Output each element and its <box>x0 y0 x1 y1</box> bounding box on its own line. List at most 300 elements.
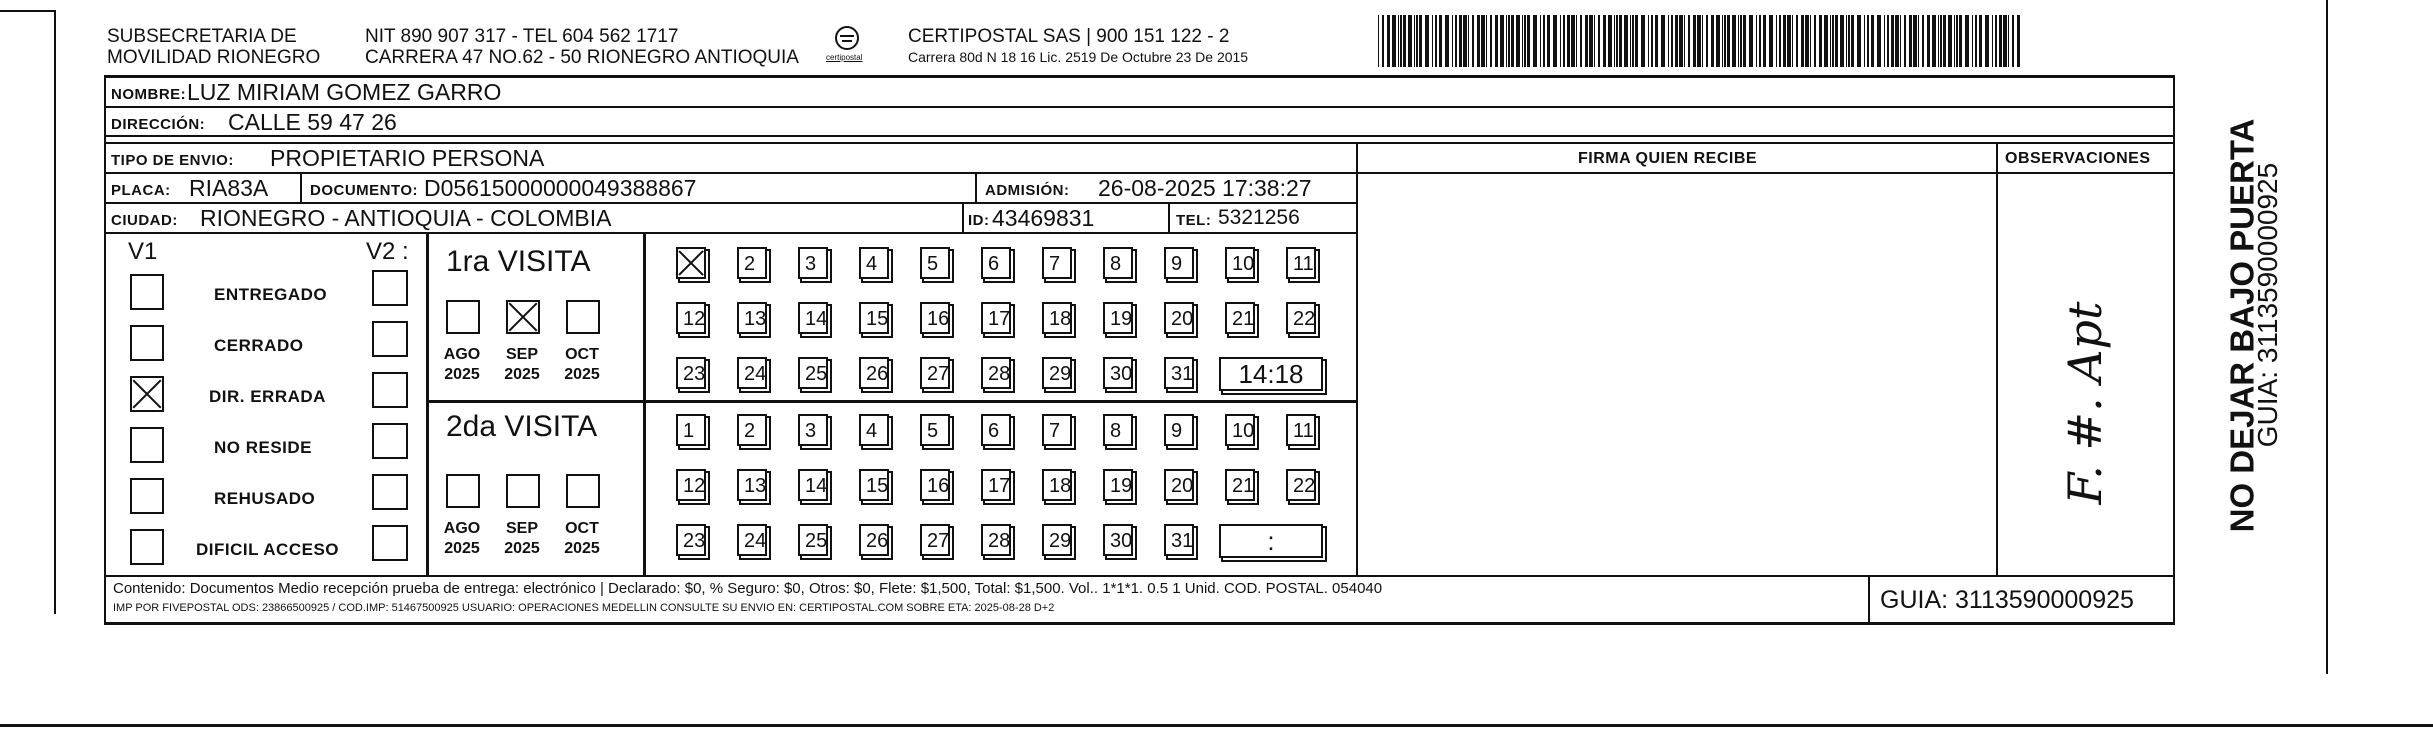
barcode-bar <box>1472 15 1474 67</box>
day-box[interactable]: 23 <box>676 524 706 556</box>
barcode-bar <box>1543 15 1545 67</box>
barcode-bar <box>1563 15 1565 67</box>
day-box[interactable]: 6 <box>981 414 1011 446</box>
barcode-bar <box>1940 15 1942 67</box>
barcode-bar <box>1679 15 1683 67</box>
barcode-bar <box>1668 15 1669 67</box>
barcode-bar <box>1848 15 1850 67</box>
month-year: 2025 <box>564 540 600 557</box>
nombre-label: NOMBRE: <box>111 86 187 103</box>
barcode-bar <box>1688 15 1690 67</box>
barcode-bar <box>1655 15 1658 67</box>
v1-checkbox[interactable] <box>130 274 164 310</box>
day-box[interactable]: 2 <box>737 414 767 446</box>
barcode-bar <box>1948 15 1952 67</box>
address-line: CARRERA 47 NO.62 - 50 RIONEGRO ANTIOQUIA <box>365 47 799 68</box>
barcode-bar <box>1801 15 1804 67</box>
v2-checkbox[interactable] <box>372 423 408 459</box>
month-checkbox[interactable] <box>506 474 540 508</box>
barcode-bar <box>1522 15 1523 67</box>
barcode-bar <box>1857 15 1861 67</box>
barcode-bar <box>1819 15 1822 67</box>
barcode-bar <box>1392 15 1396 67</box>
v1-checkbox[interactable] <box>130 376 164 412</box>
barcode-bar <box>1909 15 1912 67</box>
barcode-bar <box>1835 15 1838 67</box>
barcode-bar <box>1913 15 1917 67</box>
barcode-bar <box>1895 15 1899 67</box>
barcode-bar <box>1445 15 1449 67</box>
tel-label: TEL: <box>1176 212 1212 229</box>
barcode-bar <box>1740 15 1742 67</box>
firma-header: FIRMA QUIEN RECIBE <box>1578 150 1758 167</box>
barcode-bar <box>1716 15 1720 67</box>
nit-line: NIT 890 907 317 - TEL 604 562 1717 <box>365 26 679 47</box>
day-box[interactable] <box>676 247 706 279</box>
day-box[interactable]: 28 <box>981 357 1011 389</box>
status-label: REHUSADO <box>214 489 316 508</box>
footer-guia: GUIA: 3113590000925 <box>1880 586 2134 614</box>
barcode-bar <box>1378 15 1379 67</box>
v2-label: V2 : <box>366 238 409 265</box>
footer-imp: IMP POR FIVEPOSTAL ODS: 23866500925 / COD.IMP: 51467500925 USUARIO: OPERACIONES MEDELLIN CONSULTE SU ENVIO EN: CERTIPOSTAL.COM SOBRE ETA: 2025-08-28 D+2 <box>113 602 1055 614</box>
left-edge-line <box>54 10 56 614</box>
barcode-bar <box>1864 15 1865 67</box>
barcode-bar <box>1846 15 1847 67</box>
barcode-bar <box>1779 15 1781 67</box>
row-line-6 <box>104 232 1358 234</box>
barcode-bar <box>1511 15 1514 67</box>
barcode-bar <box>1972 15 1973 67</box>
month-label: SEP <box>505 520 538 537</box>
day-box[interactable]: 16 <box>920 302 950 334</box>
v1-label: V1 <box>128 238 158 265</box>
day-box[interactable]: 11 <box>1286 414 1316 446</box>
form-left-border <box>104 75 106 624</box>
v1-checkbox[interactable] <box>130 529 164 565</box>
barcode-bar <box>1792 15 1793 67</box>
barcode-bar <box>1641 15 1645 67</box>
day-box[interactable]: 12 <box>676 469 706 501</box>
barcode-bar <box>1477 15 1480 67</box>
top-left-corner-line <box>0 10 54 12</box>
month-checkbox[interactable] <box>566 474 600 508</box>
barcode-bar <box>1693 15 1696 67</box>
tel-value: 5321256 <box>1218 206 1300 229</box>
placa-divider <box>300 172 302 202</box>
day-box[interactable]: 14 <box>798 302 828 334</box>
day-box[interactable]: 16 <box>920 469 950 501</box>
barcode-bar <box>1527 15 1530 67</box>
barcode-bar <box>1608 15 1612 67</box>
barcode-bar <box>1711 15 1714 67</box>
day-box[interactable]: 15 <box>859 469 889 501</box>
barcode-bar <box>1416 15 1418 67</box>
ciudad-value: RIONEGRO - ANTIOQUIA - COLOMBIA <box>200 205 612 231</box>
firma-divider <box>1356 142 1358 577</box>
footer-guia-divider <box>1868 575 1870 624</box>
day-box[interactable]: 7 <box>1042 247 1072 279</box>
barcode-bar <box>1999 15 2002 67</box>
barcode-bar <box>1877 15 1881 67</box>
day-box[interactable]: 21 <box>1225 469 1255 501</box>
day-box[interactable]: 25 <box>798 524 828 556</box>
barcode-bar <box>1943 15 1946 67</box>
barcode-bar <box>1585 15 1588 67</box>
barcode-bar <box>1727 15 1730 67</box>
barcode-bar <box>1414 15 1415 67</box>
barcode-bar <box>1995 15 1997 67</box>
day-box[interactable]: 30 <box>1103 524 1133 556</box>
barcode-bar <box>1959 15 1962 67</box>
barcode-bar <box>1922 15 1924 67</box>
day-box[interactable]: 4 <box>859 247 889 279</box>
company-line: CERTIPOSTAL SAS | 900 151 122 - 2 <box>908 26 1230 47</box>
barcode-bar <box>2008 15 2009 67</box>
barcode-bar <box>1954 15 1955 67</box>
barcode-bar <box>1594 15 1595 67</box>
observaciones-handwriting: F. #. Apt <box>2058 301 2112 505</box>
barcode-bar <box>1697 15 1701 67</box>
month-label: OCT <box>565 520 599 537</box>
bottom-edge-line <box>0 724 2433 727</box>
barcode-bar <box>1459 15 1462 67</box>
barcode-bar <box>1938 15 1939 67</box>
visit-month-right-border <box>643 232 646 575</box>
tel-divider <box>1168 202 1170 232</box>
month-label: OCT <box>565 346 599 363</box>
barcode-bar <box>1382 15 1384 67</box>
barcode-bar <box>1603 15 1606 67</box>
barcode-bar <box>1871 15 1874 67</box>
month-year: 2025 <box>504 540 540 557</box>
barcode-bar <box>1435 15 1437 67</box>
tipo-label: TIPO DE ENVIO: <box>111 152 234 169</box>
barcode-bar <box>1814 15 1816 67</box>
barcode-bar <box>1500 15 1504 67</box>
observaciones-header: OBSERVACIONES <box>2005 150 2151 167</box>
barcode-bar <box>2017 15 2020 67</box>
barcode-bar <box>1408 15 1412 67</box>
barcode-bar <box>1533 15 1537 67</box>
logo-caption: certipostal <box>826 53 863 62</box>
day-box[interactable]: 15 <box>859 302 889 334</box>
day-box[interactable]: 9 <box>1164 247 1194 279</box>
row-line-3 <box>104 142 2175 144</box>
day-box[interactable]: 20 <box>1164 469 1194 501</box>
barcode-bar <box>1598 15 1600 67</box>
barcode-bar <box>1671 15 1673 67</box>
barcode-bar <box>1400 15 1402 67</box>
v2-checkbox[interactable] <box>372 321 408 357</box>
v2-checkbox[interactable] <box>372 525 408 561</box>
v1-checkbox[interactable] <box>130 325 164 361</box>
day-box[interactable]: 20 <box>1164 302 1194 334</box>
barcode-bar <box>1506 15 1507 67</box>
barcode-bar <box>1661 15 1665 67</box>
day-box[interactable]: 18 <box>1042 469 1072 501</box>
barcode-bar <box>1684 15 1685 67</box>
day-box[interactable]: 1 <box>676 414 706 446</box>
day-box[interactable]: 27 <box>920 524 950 556</box>
barcode-bar <box>1524 15 1526 67</box>
month-checkbox[interactable] <box>446 474 480 508</box>
barcode-bar <box>1632 15 1634 67</box>
side-guia: GUIA: 3113590000925 <box>2252 162 2283 448</box>
day-box[interactable]: 10 <box>1225 414 1255 446</box>
day-box[interactable]: 22 <box>1286 469 1316 501</box>
day-box[interactable]: 31 <box>1164 524 1194 556</box>
day-box[interactable]: 2 <box>737 247 767 279</box>
month-label: AGO <box>443 520 481 537</box>
day-box[interactable]: 17 <box>981 302 1011 334</box>
day-box[interactable]: 22 <box>1286 302 1316 334</box>
barcode-bar <box>1851 15 1854 67</box>
day-box[interactable]: 6 <box>981 247 1011 279</box>
barcode-bar <box>1702 15 1703 67</box>
barcode-bar <box>1979 15 1982 67</box>
month-checkbox[interactable] <box>506 300 540 334</box>
v2-checkbox[interactable] <box>372 270 408 306</box>
barcode-bar <box>1387 15 1390 67</box>
barcode-bar <box>1675 15 1678 67</box>
day-box[interactable]: 31 <box>1164 357 1194 389</box>
form-top-border <box>104 75 2175 78</box>
day-box[interactable]: 8 <box>1103 414 1133 446</box>
day-box[interactable]: 7 <box>1042 414 1072 446</box>
barcode-bar <box>1756 15 1757 67</box>
v1-checkbox[interactable] <box>130 478 164 514</box>
barcode-bar <box>1547 15 1550 67</box>
month-checkbox[interactable] <box>446 300 480 334</box>
status-label: DIR. ERRADA <box>209 387 326 406</box>
status-label: CERRADO <box>214 336 304 355</box>
barcode-bar <box>1624 15 1628 67</box>
barcode-bar <box>1927 15 1930 67</box>
month-year: 2025 <box>504 366 540 383</box>
admision-value: 26-08-2025 17:38:27 <box>1098 175 1312 201</box>
ciudad-label: CIUDAD: <box>111 212 178 229</box>
direccion-label: DIRECCIÓN: <box>111 116 206 133</box>
second-visit-title: 2da VISITA <box>446 410 598 443</box>
barcode-bar <box>1887 15 1889 67</box>
barcode-bar <box>1956 15 1958 67</box>
barcode-bar <box>1425 15 1429 67</box>
barcode-bar <box>1571 15 1575 67</box>
barcode-bar <box>1589 15 1593 67</box>
barcode-bar <box>1553 15 1557 67</box>
day-box[interactable]: 12 <box>676 302 706 334</box>
barcode-bar <box>2012 15 2014 67</box>
barcode-bar <box>1832 15 1834 67</box>
barcode-bar <box>1439 15 1442 67</box>
day-box[interactable]: 13 <box>737 469 767 501</box>
barcode-bar <box>1743 15 1746 67</box>
day-box[interactable]: 8 <box>1103 247 1133 279</box>
day-box[interactable]: 3 <box>798 247 828 279</box>
certipostal-logo <box>822 22 872 68</box>
org-line-1: SUBSECRETARIA DE <box>107 26 297 47</box>
day-box[interactable]: 24 <box>737 524 767 556</box>
barcode-bar <box>1706 15 1708 67</box>
v1-checkbox[interactable] <box>130 427 164 463</box>
barcode-bar <box>1738 15 1739 67</box>
barcode-bar <box>1787 15 1791 67</box>
day-box[interactable]: 18 <box>1042 302 1072 334</box>
day-box[interactable]: 23 <box>676 357 706 389</box>
row-line-2 <box>104 135 2175 137</box>
barcode-bar <box>1403 15 1406 67</box>
first-visit-title: 1ra VISITA <box>446 245 591 278</box>
barcode-bar <box>1508 15 1510 67</box>
barcode-bar <box>1567 15 1570 67</box>
day-box[interactable]: 5 <box>920 247 950 279</box>
barcode-bar <box>1884 15 1885 67</box>
barcode-bar <box>1891 15 1894 67</box>
documento-value: D05615000000049388867 <box>424 175 697 201</box>
barcode-bar <box>1616 15 1618 67</box>
day-box[interactable]: 11 <box>1286 247 1316 279</box>
direccion-value: CALLE 59 47 26 <box>228 109 397 135</box>
tipo-value: PROPIETARIO PERSONA <box>270 145 545 171</box>
day-box[interactable]: 29 <box>1042 357 1072 389</box>
time-box[interactable]: 14:18 <box>1219 357 1323 391</box>
status-label: ENTREGADO <box>214 285 328 304</box>
status-right-border <box>426 232 429 575</box>
footer-contenido: Contenido: Documentos Medio recepción prueba de entrega: electrónico | Declarado: $0, % Seguro: $0, Otros: $0, Flete: $1,500, Total: $1,500. Vol.. 1*1*1. 0.5 1 Unid. COD. POSTAL. 054040 <box>113 580 1383 597</box>
barcode-bar <box>1824 15 1828 67</box>
barcode-bar <box>1648 15 1649 67</box>
day-box[interactable]: 27 <box>920 357 950 389</box>
barcode-bar <box>1749 15 1753 67</box>
month-year: 2025 <box>444 366 480 383</box>
day-box[interactable]: 13 <box>737 302 767 334</box>
barcode-bar <box>1830 15 1831 67</box>
barcode-bar <box>1904 15 1906 67</box>
placa-value: RIA83A <box>189 175 269 201</box>
barcode-bar <box>2003 15 2007 67</box>
barcode-bar <box>1776 15 1777 67</box>
barcode-bar <box>1722 15 1723 67</box>
nombre-value: LUZ MIRIAM GOMEZ GARRO <box>187 79 502 105</box>
barcode-bar <box>1783 15 1786 67</box>
form-bottom-border <box>104 622 2175 625</box>
status-label: DIFICIL ACCESO <box>196 540 340 559</box>
barcode-bar <box>1398 15 1399 67</box>
barcode-bar <box>1992 15 1993 67</box>
footer-top-line <box>104 575 2175 577</box>
day-box[interactable]: 5 <box>920 414 950 446</box>
day-box[interactable]: 3 <box>798 414 828 446</box>
v2-checkbox[interactable] <box>372 372 408 408</box>
barcode-bar <box>1486 15 1487 67</box>
side-warning: NO DEJAR BAJO PUERTA <box>2223 118 2261 533</box>
barcode-bar <box>1985 15 1989 67</box>
barcode <box>1378 15 2024 67</box>
barcode-bar <box>1796 15 1798 67</box>
month-year: 2025 <box>564 366 600 383</box>
barcode-bar <box>1900 15 1901 67</box>
month-label: AGO <box>443 346 481 363</box>
documento-label: DOCUMENTO: <box>310 182 419 199</box>
placa-label: PLACA: <box>111 182 171 199</box>
barcode-bar <box>1614 15 1615 67</box>
day-box[interactable]: 14 <box>798 469 828 501</box>
admision-divider <box>975 172 977 202</box>
day-box[interactable]: 17 <box>981 469 1011 501</box>
barcode-bar <box>1759 15 1761 67</box>
row-line-4 <box>104 172 1358 174</box>
day-box[interactable]: 30 <box>1103 357 1133 389</box>
barcode-bar <box>1975 15 1977 67</box>
barcode-bar <box>1732 15 1736 67</box>
day-box[interactable]: 4 <box>859 414 889 446</box>
v2-checkbox[interactable] <box>372 474 408 510</box>
barcode-bar <box>1810 15 1811 67</box>
obs-divider-right <box>2173 142 2175 577</box>
row-line-1 <box>104 106 2175 108</box>
barcode-bar <box>1540 15 1541 67</box>
day-box[interactable]: 25 <box>798 357 828 389</box>
barcode-bar <box>1452 15 1453 67</box>
admision-label: ADMISIÓN: <box>985 182 1070 199</box>
barcode-bar <box>1840 15 1844 67</box>
day-box[interactable]: 26 <box>859 524 889 556</box>
org-line-2: MOVILIDAD RIONEGRO <box>107 47 321 68</box>
month-label: SEP <box>505 346 538 363</box>
barcode-bar <box>1463 15 1467 67</box>
day-box[interactable]: 26 <box>859 357 889 389</box>
day-box[interactable]: 29 <box>1042 524 1072 556</box>
barcode-bar <box>1490 15 1492 67</box>
firma-header-line <box>1356 172 2175 174</box>
id-label: ID: <box>968 212 990 229</box>
day-box[interactable]: 24 <box>737 357 767 389</box>
license-line: Carrera 80d N 18 16 Lic. 2519 De Octubre 23 De 2015 <box>908 49 1249 65</box>
barcode-bar <box>1495 15 1498 67</box>
visit-separator <box>426 400 1356 403</box>
barcode-bar <box>1455 15 1457 67</box>
obs-divider-left <box>1996 142 1998 577</box>
barcode-bar <box>1468 15 1469 67</box>
day-box[interactable]: 19 <box>1103 469 1133 501</box>
day-box[interactable]: 28 <box>981 524 1011 556</box>
barcode-bar <box>1965 15 1969 67</box>
id-value: 43469831 <box>992 205 1095 231</box>
barcode-bar <box>1630 15 1631 67</box>
barcode-bar <box>1805 15 1809 67</box>
barcode-bar <box>1516 15 1520 67</box>
day-box[interactable]: 10 <box>1225 247 1255 279</box>
barcode-bar <box>1619 15 1622 67</box>
barcode-bar <box>1724 15 1726 67</box>
barcode-bar <box>1481 15 1485 67</box>
day-box[interactable]: 19 <box>1103 302 1133 334</box>
month-checkbox[interactable] <box>566 300 600 334</box>
barcode-bar <box>1560 15 1561 67</box>
barcode-bar <box>1867 15 1869 67</box>
time-box[interactable]: : <box>1219 524 1323 558</box>
barcode-bar <box>1635 15 1638 67</box>
right-edge-line <box>2326 0 2328 674</box>
barcode-bar <box>1419 15 1422 67</box>
day-box[interactable]: 21 <box>1225 302 1255 334</box>
status-label: NO RESIDE <box>214 438 313 457</box>
day-box[interactable]: 9 <box>1164 414 1194 446</box>
barcode-bar <box>1432 15 1433 67</box>
barcode-bar <box>1918 15 1919 67</box>
barcode-bar <box>1769 15 1773 67</box>
